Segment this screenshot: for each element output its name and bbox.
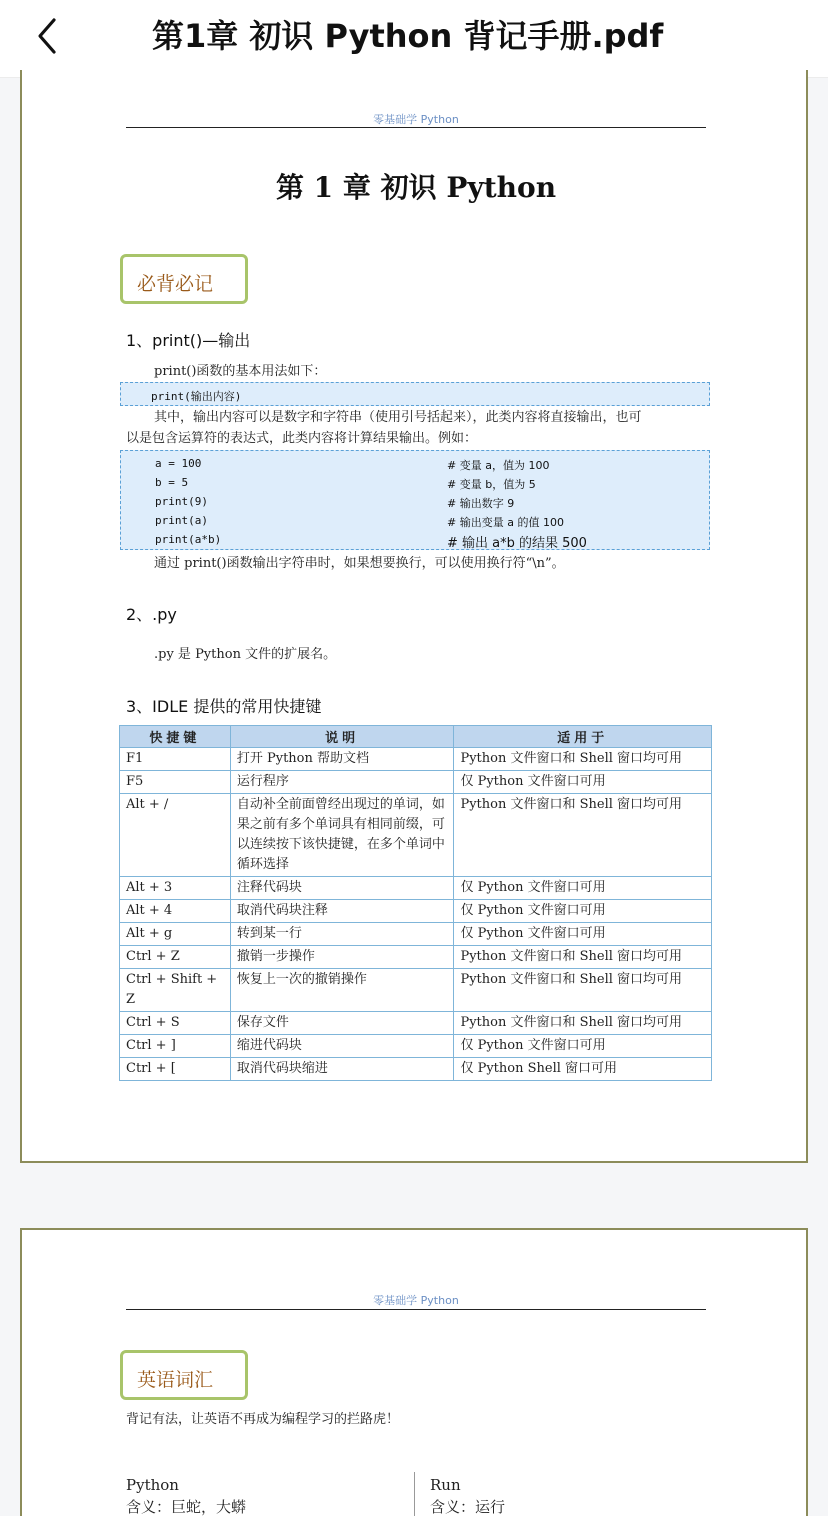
code-comment: # 输出 a*b 的结果 500: [447, 536, 587, 551]
table-cell: 缩进代码块: [230, 1035, 454, 1058]
back-button[interactable]: [30, 14, 70, 58]
table-cell: Alt + 4: [120, 900, 231, 923]
table-cell: Ctrl + ]: [120, 1035, 231, 1058]
table-cell: Python 文件窗口和 Shell 窗口均可用: [454, 969, 712, 1012]
code-line: print(9): [155, 495, 208, 508]
vocab-item: [126, 1474, 246, 1516]
table-cell: 转到某一行: [230, 923, 454, 946]
vocab-intro: 背记有法，让英语不再成为编程学习的拦路虎！: [126, 1412, 400, 1427]
table-cell: Ctrl + S: [120, 1012, 231, 1035]
table-cell: Python 文件窗口和 Shell 窗口均可用: [454, 946, 712, 969]
table-cell: 取消代码块缩进: [230, 1058, 454, 1081]
table-cell: 打开 Python 帮助文档: [230, 748, 454, 771]
code-comment: # 变量 b，值为 5: [447, 478, 536, 491]
table-cell: 自动补全前面曾经出现过的单词，如果之前有多个单词具有相同前缀，可以连续按下该快捷键，在多个单词中循环选择: [230, 794, 454, 877]
syntax-line: print(输出内容): [151, 390, 242, 403]
running-head: 零基础学 Python: [373, 1294, 459, 1307]
table-row: [120, 1035, 712, 1058]
column-header: 说明: [230, 726, 454, 748]
table-cell: 保存文件: [230, 1012, 454, 1035]
table-cell: Alt + /: [120, 794, 231, 877]
table-row: [120, 877, 712, 900]
print-desc-line2: 以是包含运算符的表达式，此类内容将计算结果输出。例如：: [126, 431, 478, 446]
vocab-meaning: 含义：运行: [430, 1498, 506, 1516]
table-cell: Alt + 3: [120, 877, 231, 900]
table-cell: F5: [120, 771, 231, 794]
table-row: [120, 771, 712, 794]
print-desc-line1: 其中，输出内容可以是数字和字符串（使用引号括起来），此类内容将直接输出，也可: [154, 410, 642, 425]
table-row: [120, 794, 712, 877]
table-cell: Python 文件窗口和 Shell 窗口均可用: [454, 1012, 712, 1035]
table-header-row: [120, 726, 712, 748]
shortcut-table: [119, 725, 712, 1081]
header-rule: [126, 1309, 706, 1310]
table-row: [120, 946, 712, 969]
print-note: 通过 print()函数输出字符串时，如果想要换行，可以使用换行符“\n”。: [154, 556, 565, 571]
vocab-word: Python: [126, 1476, 179, 1494]
vocab-divider: [414, 1472, 415, 1516]
chevron-left-icon: [30, 14, 70, 58]
print-intro: print()函数的基本用法如下：: [154, 364, 327, 379]
section-heading-py: 2、.py: [126, 605, 177, 624]
code-comment: # 变量 a，值为 100: [447, 459, 550, 472]
table-row: [120, 1012, 712, 1035]
table-cell: 仅 Python 文件窗口可用: [454, 923, 712, 946]
top-bar: [0, 0, 828, 78]
pdf-page-1[interactable]: [20, 70, 808, 1163]
section-heading-idle: 3、IDLE 提供的常用快捷键: [126, 697, 322, 716]
pdf-page-2[interactable]: [20, 1228, 808, 1516]
code-line: print(a): [155, 514, 208, 527]
syntax-box: [120, 382, 710, 406]
table-cell: 仅 Python 文件窗口可用: [454, 1035, 712, 1058]
table-row: [120, 923, 712, 946]
chapter-title: 第 1 章 初识 Python: [275, 171, 557, 204]
section-tag: 英语词汇: [120, 1350, 248, 1400]
code-line: print(a*b): [155, 533, 222, 546]
table-cell: Alt + g: [120, 923, 231, 946]
table-row: [120, 1058, 712, 1081]
code-line: b = 5: [155, 476, 189, 489]
table-row: [120, 900, 712, 923]
header-rule: [126, 127, 706, 128]
table-cell: 仅 Python Shell 窗口可用: [454, 1058, 712, 1081]
table-cell: Ctrl + Shift + Z: [120, 969, 231, 1012]
table-cell: Python 文件窗口和 Shell 窗口均可用: [454, 794, 712, 877]
code-line: a = 100: [155, 457, 202, 470]
table-cell: 仅 Python 文件窗口可用: [454, 900, 712, 923]
table-cell: 撤销一步操作: [230, 946, 454, 969]
table-cell: Ctrl + Z: [120, 946, 231, 969]
vocab-meaning: 含义：巨蛇，大蟒: [126, 1498, 247, 1516]
section-heading-print: 1、print()—输出: [126, 331, 251, 350]
table-cell: Python 文件窗口和 Shell 窗口均可用: [454, 748, 712, 771]
code-example-box: [120, 450, 710, 550]
table-cell: 仅 Python 文件窗口可用: [454, 877, 712, 900]
py-text: .py 是 Python 文件的扩展名。: [154, 647, 337, 662]
table-cell: F1: [120, 748, 231, 771]
table-cell: 运行程序: [230, 771, 454, 794]
vocab-item: [430, 1474, 505, 1516]
document-title: 第1章 初识 Python 背记手册.pdf: [152, 17, 664, 55]
table-cell: 恢复上一次的撤销操作: [230, 969, 454, 1012]
table-row: [120, 969, 712, 1012]
column-header: 快捷键: [120, 726, 231, 748]
code-comment: # 输出变量 a 的值 100: [447, 516, 564, 529]
section-tag: 必背必记: [120, 254, 248, 304]
table-cell: 仅 Python 文件窗口可用: [454, 771, 712, 794]
code-comment: # 输出数字 9: [447, 497, 515, 510]
column-header: 适用于: [454, 726, 712, 748]
table-cell: 注释代码块: [230, 877, 454, 900]
table-cell: 取消代码块注释: [230, 900, 454, 923]
running-head: 零基础学 Python: [373, 113, 459, 126]
vocab-word: Run: [430, 1476, 461, 1494]
table-row: [120, 748, 712, 771]
table-cell: Ctrl + [: [120, 1058, 231, 1081]
